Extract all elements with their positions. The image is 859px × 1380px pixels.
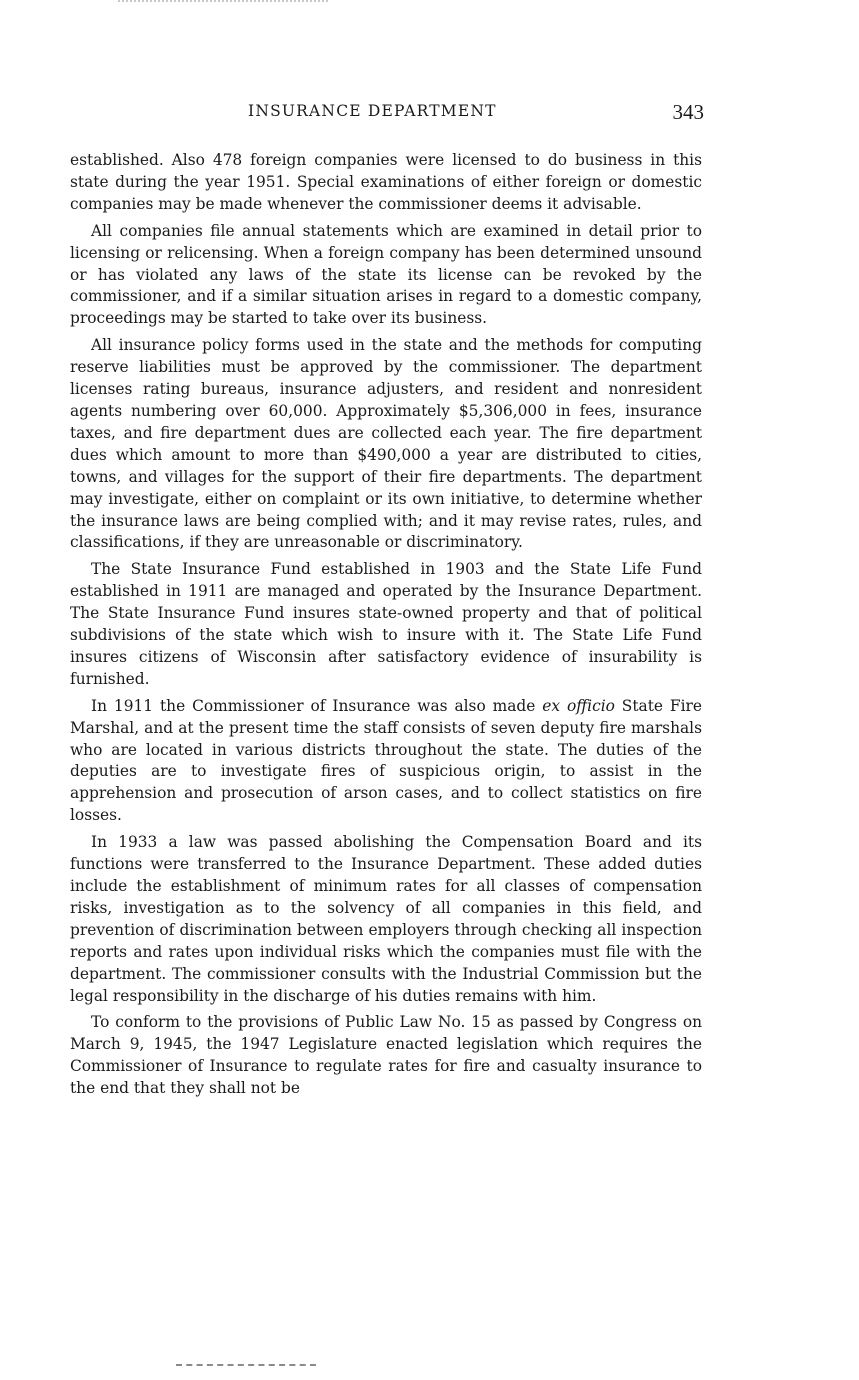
running-head: INSURANCE DEPARTMENT (248, 102, 497, 120)
scan-artifact-bottom (176, 1364, 316, 1368)
paragraph-state-funds: The State Insurance Fund established in 1903 and the State Life Fund established in 1911 are managed and operated by the Insurance Department. The State Insurance Fund insures state-owned property and that of political subdivisions of the state which wish to insure with it. The State Life Fund insures citizens of Wisconsin after satisfactory evidence of insurability is furnished. (70, 560, 702, 688)
paragraph-annual-statements: All companies file annual statements which are examined in detail prior to licensing or relicensing. When a foreign company has been determined unsound or has violated any laws of the state its license can be revoked by the commissioner, and if a similar situation arises in regard to a domestic company, proceedings may be started to take over its business. (70, 221, 702, 328)
scan-artifact-top (118, 0, 328, 5)
page-header (70, 100, 704, 128)
page-number: 343 (672, 100, 704, 124)
body-text (70, 150, 702, 1105)
paragraph-policy-forms: All insurance policy forms used in the state and the methods for computing reserve liabilities must be approved by the commissioner. The department licenses rating bureaus, insurance adjusters, and resident and nonresident agents numbering over 60,000. Approximately $5,306,000 in fees, insurance taxes, and fire department dues are collected each year. The fire department dues which amount to more than $490,000 a year are distributed to cities, towns, and villages for the support of their fire departments. The department may investigate, either on complaint or its own initiative, to determine whether the insurance laws are being complied with; and it may revise rates, rules, and classifications, if they are unreasonable or discriminatory. (70, 336, 702, 552)
paragraph-fire-marshal (70, 696, 702, 827)
paragraph-fire-marshal-start: In 1911 the Commissioner of Insurance was also made (91, 696, 543, 715)
paragraph-fire-marshal-end: State Fire Marshal, and at the present time the staff consists of seven deputy fire marshals who are located in various districts throughout the state. The duties of the deputies are to investigate fires of suspicious origin, to assist in the apprehension and prosecution of arson cases, and to collect statistics on fire losses. (70, 696, 702, 825)
paragraph-public-law: To conform to the provisions of Public Law No. 15 as passed by Congress on March 9, 1945, the 1947 Legislature enacted legislation which requires the Commissioner of Insurance to regulate rates for fire and casualty insurance to the end that they shall not be (70, 1013, 702, 1098)
italic-term: ex officio (542, 696, 615, 715)
paragraph-continuation: established. Also 478 foreign companies were licensed to do business in this state during the year 1951. Special examinations of either foreign or domestic companies may be made whenever the commissioner deems it advisable. (70, 151, 702, 213)
paragraph-compensation-board: In 1933 a law was passed abolishing the Compensation Board and its functions were transferred to the Insurance Department. These added duties include the establishment of minimum rates for all classes of compensation risks, investigation as to the solvency of all companies in this field, and prevention of discrimination between employers through checking all inspection reports and rates upon individual risks which the companies must file with the department. The commissioner consults with the Industrial Commission but the legal responsibility in the discharge of his duties remains with him. (70, 833, 702, 1005)
